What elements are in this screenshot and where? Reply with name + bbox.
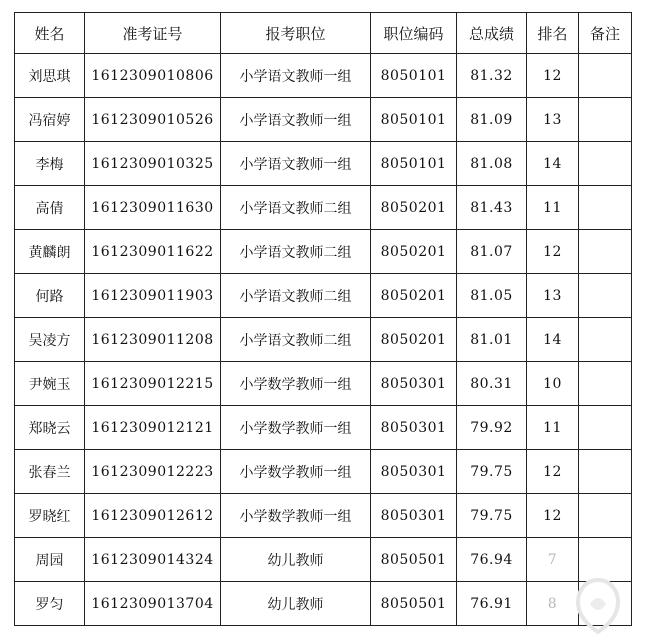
- cell-note: [579, 274, 632, 318]
- cell-position: 小学语文教师一组: [221, 54, 371, 98]
- cell-rank: 12: [527, 54, 579, 98]
- cell-exam-id: 1612309010806: [85, 54, 221, 98]
- cell-exam-id: 1612309012121: [85, 406, 221, 450]
- table-row: [15, 98, 632, 142]
- cell-name: 李梅: [15, 142, 85, 186]
- cell-exam-id: 1612309011903: [85, 274, 221, 318]
- table-row: [15, 54, 632, 98]
- cell-exam-id: 1612309012612: [85, 494, 221, 538]
- table-row: [15, 450, 632, 494]
- cell-position: 小学语文教师二组: [221, 186, 371, 230]
- cell-name: 罗晓红: [15, 494, 85, 538]
- table-row: [15, 494, 632, 538]
- cell-exam-id: 1612309010325: [85, 142, 221, 186]
- table-body: [15, 54, 632, 626]
- cell-total-score: 81.05: [457, 274, 527, 318]
- header-name: 姓名: [15, 13, 85, 54]
- cell-exam-id: 1612309010526: [85, 98, 221, 142]
- header-row: [15, 13, 632, 54]
- cell-note: [579, 98, 632, 142]
- cell-position-code: 8050301: [371, 406, 457, 450]
- cell-rank: 11: [527, 186, 579, 230]
- cell-position-code: 8050301: [371, 362, 457, 406]
- cell-name: 尹婉玉: [15, 362, 85, 406]
- cell-position: 小学数学教师一组: [221, 494, 371, 538]
- table-row: [15, 186, 632, 230]
- cell-exam-id: 1612309012223: [85, 450, 221, 494]
- cell-exam-id: 1612309012215: [85, 362, 221, 406]
- cell-position: 幼儿教师: [221, 538, 371, 582]
- header-position: 报考职位: [221, 13, 371, 54]
- cell-total-score: 79.92: [457, 406, 527, 450]
- cell-position: 小学语文教师二组: [221, 318, 371, 362]
- results-table: [14, 12, 632, 626]
- cell-exam-id: 1612309011630: [85, 186, 221, 230]
- cell-name: 刘思琪: [15, 54, 85, 98]
- cell-total-score: 76.91: [457, 582, 527, 626]
- cell-rank: 7: [527, 538, 579, 582]
- header-exam-id: 准考证号: [85, 13, 221, 54]
- cell-position: 小学语文教师二组: [221, 230, 371, 274]
- cell-rank: 13: [527, 98, 579, 142]
- cell-total-score: 81.08: [457, 142, 527, 186]
- cell-total-score: 76.94: [457, 538, 527, 582]
- cell-name: 周园: [15, 538, 85, 582]
- cell-note: [579, 494, 632, 538]
- cell-name: 黄麟朗: [15, 230, 85, 274]
- cell-name: 张春兰: [15, 450, 85, 494]
- cell-exam-id: 1612309011622: [85, 230, 221, 274]
- cell-position: 小学语文教师二组: [221, 274, 371, 318]
- cell-position-code: 8050101: [371, 98, 457, 142]
- table-row: [15, 538, 632, 582]
- cell-rank: 13: [527, 274, 579, 318]
- cell-note: [579, 230, 632, 274]
- cell-total-score: 79.75: [457, 450, 527, 494]
- cell-note: [579, 318, 632, 362]
- cell-position-code: 8050101: [371, 142, 457, 186]
- header-rank: 排名: [527, 13, 579, 54]
- cell-rank: 8: [527, 582, 579, 626]
- cell-position: 小学语文教师一组: [221, 98, 371, 142]
- table-row: [15, 274, 632, 318]
- cell-position-code: 8050201: [371, 274, 457, 318]
- cell-rank: 14: [527, 318, 579, 362]
- cell-rank: 10: [527, 362, 579, 406]
- table-row: [15, 406, 632, 450]
- cell-name: 罗匀: [15, 582, 85, 626]
- cell-total-score: 80.31: [457, 362, 527, 406]
- cell-note: [579, 450, 632, 494]
- cell-position-code: 8050201: [371, 186, 457, 230]
- table-row: [15, 318, 632, 362]
- cell-position-code: 8050201: [371, 318, 457, 362]
- cell-position: 小学数学教师一组: [221, 450, 371, 494]
- cell-position-code: 8050101: [371, 54, 457, 98]
- cell-total-score: 81.07: [457, 230, 527, 274]
- cell-position-code: 8050501: [371, 582, 457, 626]
- cell-rank: 12: [527, 230, 579, 274]
- header-position-code: 职位编码: [371, 13, 457, 54]
- cell-note: [579, 142, 632, 186]
- cell-position-code: 8050201: [371, 230, 457, 274]
- header-note: 备注: [579, 13, 632, 54]
- cell-position-code: 8050301: [371, 450, 457, 494]
- cell-position: 小学数学教师一组: [221, 406, 371, 450]
- cell-total-score: 79.75: [457, 494, 527, 538]
- cell-exam-id: 1612309013704: [85, 582, 221, 626]
- cell-rank: 12: [527, 450, 579, 494]
- cell-note: [579, 362, 632, 406]
- cell-name: 冯宿婷: [15, 98, 85, 142]
- cell-position-code: 8050301: [371, 494, 457, 538]
- cell-position-code: 8050501: [371, 538, 457, 582]
- header-total-score: 总成绩: [457, 13, 527, 54]
- table-row: [15, 362, 632, 406]
- cell-position: 小学数学教师一组: [221, 362, 371, 406]
- cell-note: [579, 538, 632, 582]
- table-row: [15, 230, 632, 274]
- cell-name: 吴凌方: [15, 318, 85, 362]
- cell-position: 小学语文教师一组: [221, 142, 371, 186]
- cell-total-score: 81.09: [457, 98, 527, 142]
- cell-exam-id: 1612309014324: [85, 538, 221, 582]
- table-row: [15, 582, 632, 626]
- cell-total-score: 81.01: [457, 318, 527, 362]
- cell-note: [579, 582, 632, 626]
- cell-note: [579, 186, 632, 230]
- cell-note: [579, 406, 632, 450]
- cell-name: 何路: [15, 274, 85, 318]
- cell-exam-id: 1612309011208: [85, 318, 221, 362]
- cell-rank: 14: [527, 142, 579, 186]
- cell-note: [579, 54, 632, 98]
- cell-rank: 12: [527, 494, 579, 538]
- cell-name: 郑晓云: [15, 406, 85, 450]
- cell-total-score: 81.32: [457, 54, 527, 98]
- cell-total-score: 81.43: [457, 186, 527, 230]
- cell-rank: 11: [527, 406, 579, 450]
- table-header: [15, 13, 632, 54]
- table-row: [15, 142, 632, 186]
- cell-name: 高倩: [15, 186, 85, 230]
- cell-position: 幼儿教师: [221, 582, 371, 626]
